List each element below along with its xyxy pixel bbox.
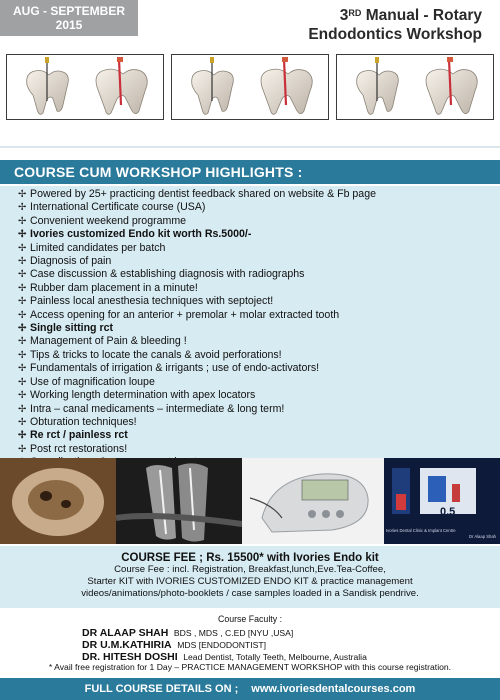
bullet-icon: ✢ bbox=[18, 363, 27, 375]
bullet-icon: ✢ bbox=[18, 309, 27, 321]
highlight-item bbox=[18, 376, 500, 389]
bullet-icon: ✢ bbox=[18, 296, 27, 308]
highlight-text: Fundamentals of irrigation & irrigants ; use of endo-activators! bbox=[30, 362, 320, 375]
bullet-icon: ✢ bbox=[18, 416, 27, 428]
highlight-item bbox=[18, 362, 500, 375]
divider bbox=[0, 146, 500, 148]
highlight-item bbox=[18, 282, 500, 295]
title-line1: Manual - Rotary bbox=[365, 7, 482, 24]
fee-line: Starter KIT with IVORIES CUSTOMIZED ENDO KIT & practice management bbox=[87, 575, 413, 587]
website-link[interactable]: www.ivoriesdentalcourses.com bbox=[251, 683, 416, 695]
highlight-text: Access opening for an anterior + premolar + molar extracted tooth bbox=[30, 308, 340, 321]
highlight-text: Intra – canal medicaments – intermediate & long term! bbox=[30, 402, 285, 415]
footer-label: FULL COURSE DETAILS ON ; bbox=[84, 683, 239, 695]
faculty-credentials: Lead Dentist, Totally Teeth, Melbourne, Australia bbox=[183, 652, 367, 662]
hero-illustrations bbox=[0, 46, 500, 126]
highlight-item bbox=[18, 268, 500, 281]
highlight-text: Post rct restorations! bbox=[30, 442, 128, 455]
clinic-doctor: Dr Alaap Shah bbox=[468, 534, 496, 539]
apex-display-value: 0.5 bbox=[440, 506, 456, 518]
tooth-illustration bbox=[336, 54, 494, 120]
bullet-icon: ✢ bbox=[18, 189, 27, 200]
faculty-credentials: MDS [ENDODONTIST] bbox=[177, 640, 267, 650]
highlight-item bbox=[18, 201, 500, 214]
faculty-credentials: BDS , MDS , C.ED [NYU ,USA] bbox=[173, 628, 294, 638]
highlight-text: Use of magnification loupe bbox=[30, 375, 155, 388]
tooth-illustration bbox=[171, 54, 329, 120]
fee-line: Course Fee : incl. Registration, Breakfast,lunch,Eve.Tea-Coffee, bbox=[114, 564, 386, 575]
bullet-icon: ✢ bbox=[18, 269, 27, 281]
highlight-item bbox=[18, 242, 500, 255]
highlight-text: Re rct / painless rct bbox=[30, 429, 128, 442]
highlight-text: Case discussion & establishing diagnosis with radiographs bbox=[30, 268, 305, 281]
highlights-list bbox=[0, 186, 500, 458]
highlight-item bbox=[18, 429, 500, 442]
title-number: 3 bbox=[339, 7, 349, 24]
highlight-text: Powered by 25+ practicing dentist feedback shared on website & Fb page bbox=[30, 188, 376, 200]
highlight-item bbox=[18, 349, 500, 362]
highlight-text: Obturation techniques! bbox=[30, 415, 137, 428]
faculty-name: DR ALAAP SHAH bbox=[82, 627, 169, 639]
footer-bar bbox=[0, 678, 500, 700]
photo-strip bbox=[0, 458, 500, 544]
highlight-item bbox=[18, 228, 500, 241]
highlight-item bbox=[18, 403, 500, 416]
highlight-item bbox=[18, 335, 500, 348]
bullet-icon: ✢ bbox=[18, 229, 27, 241]
bullet-icon: ✢ bbox=[18, 202, 27, 214]
bullet-icon: ✢ bbox=[18, 282, 27, 294]
highlight-item bbox=[18, 443, 500, 456]
highlight-text: Rubber dam placement in a minute! bbox=[30, 281, 198, 294]
faculty-member bbox=[82, 639, 266, 651]
bullet-icon: ✢ bbox=[18, 242, 27, 254]
clinic-caption: Ivories Dental Clinic & Implant Centre bbox=[386, 528, 456, 533]
highlight-item bbox=[18, 416, 500, 429]
highlight-item bbox=[18, 255, 500, 268]
bullet-icon: ✢ bbox=[18, 376, 27, 388]
highlight-text: Diagnosis of pain bbox=[30, 255, 112, 268]
bullet-icon: ✢ bbox=[18, 430, 27, 442]
highlight-item bbox=[18, 295, 500, 308]
highlight-text: Single sitting rct bbox=[30, 322, 113, 335]
title-line2: Endodontics Workshop bbox=[308, 26, 482, 43]
radiograph-photo bbox=[116, 458, 242, 544]
date-badge bbox=[0, 0, 138, 36]
highlight-item bbox=[18, 389, 500, 402]
highlight-item bbox=[18, 309, 500, 322]
highlight-text: International Certificate course (USA) bbox=[30, 201, 206, 214]
highlights-heading bbox=[0, 160, 500, 184]
faculty-title: Course Faculty : bbox=[217, 614, 283, 624]
highlight-text: Ivories customized Endo kit worth Rs.5000/- bbox=[30, 228, 252, 241]
bullet-icon: ✢ bbox=[18, 443, 27, 455]
highlight-item bbox=[18, 215, 500, 228]
highlight-text: Management of Pain & bleeding ! bbox=[30, 335, 187, 348]
highlight-text: Working length determination with apex locators bbox=[30, 389, 256, 402]
faculty-section bbox=[0, 610, 500, 678]
free-registration-note: * Avail free registration for 1 Day – PRACTICE MANAGEMENT WORKSHOP with this course registration. bbox=[48, 662, 452, 672]
title-suffix: RD bbox=[348, 8, 362, 18]
bullet-icon: ✢ bbox=[18, 390, 27, 402]
tooth-illustration bbox=[6, 54, 164, 120]
bullet-icon: ✢ bbox=[18, 403, 27, 415]
apex-display-photo bbox=[384, 458, 500, 544]
faculty-name: DR. HITESH DOSHI bbox=[82, 651, 178, 663]
highlight-text: Painless local anesthesia techniques with septoject! bbox=[30, 295, 274, 308]
bullet-icon: ✢ bbox=[18, 215, 27, 227]
date-text: AUG - SEPTEMBER 2015 bbox=[12, 4, 125, 32]
course-fee-panel bbox=[0, 546, 500, 608]
apex-locator-photo bbox=[242, 458, 384, 544]
highlight-item bbox=[18, 188, 500, 201]
fee-title: COURSE FEE ; Rs. 15500* with Ivories Endo kit bbox=[121, 552, 379, 564]
bullet-icon: ✢ bbox=[18, 349, 27, 361]
faculty-name: DR U.M.KATHIRIA bbox=[82, 639, 172, 651]
highlight-item bbox=[18, 322, 500, 335]
highlights-heading-text: COURSE CUM WORKSHOP HIGHLIGHTS : bbox=[14, 164, 303, 180]
bullet-icon: ✢ bbox=[18, 323, 27, 335]
highlight-text: Tips & tricks to locate the canals & avoid perforations! bbox=[30, 348, 282, 361]
highlight-text: Limited candidates per batch bbox=[30, 241, 166, 254]
clinical-photo bbox=[0, 458, 116, 544]
bullet-icon: ✢ bbox=[18, 336, 27, 348]
highlight-text: Convenient weekend programme bbox=[30, 214, 187, 227]
fee-line: videos/animations/photo-booklets / case samples loaded in a Sandisk pendrive. bbox=[81, 587, 419, 599]
page-title bbox=[308, 6, 482, 44]
faculty-member bbox=[82, 627, 293, 639]
bullet-icon: ✢ bbox=[18, 256, 27, 268]
